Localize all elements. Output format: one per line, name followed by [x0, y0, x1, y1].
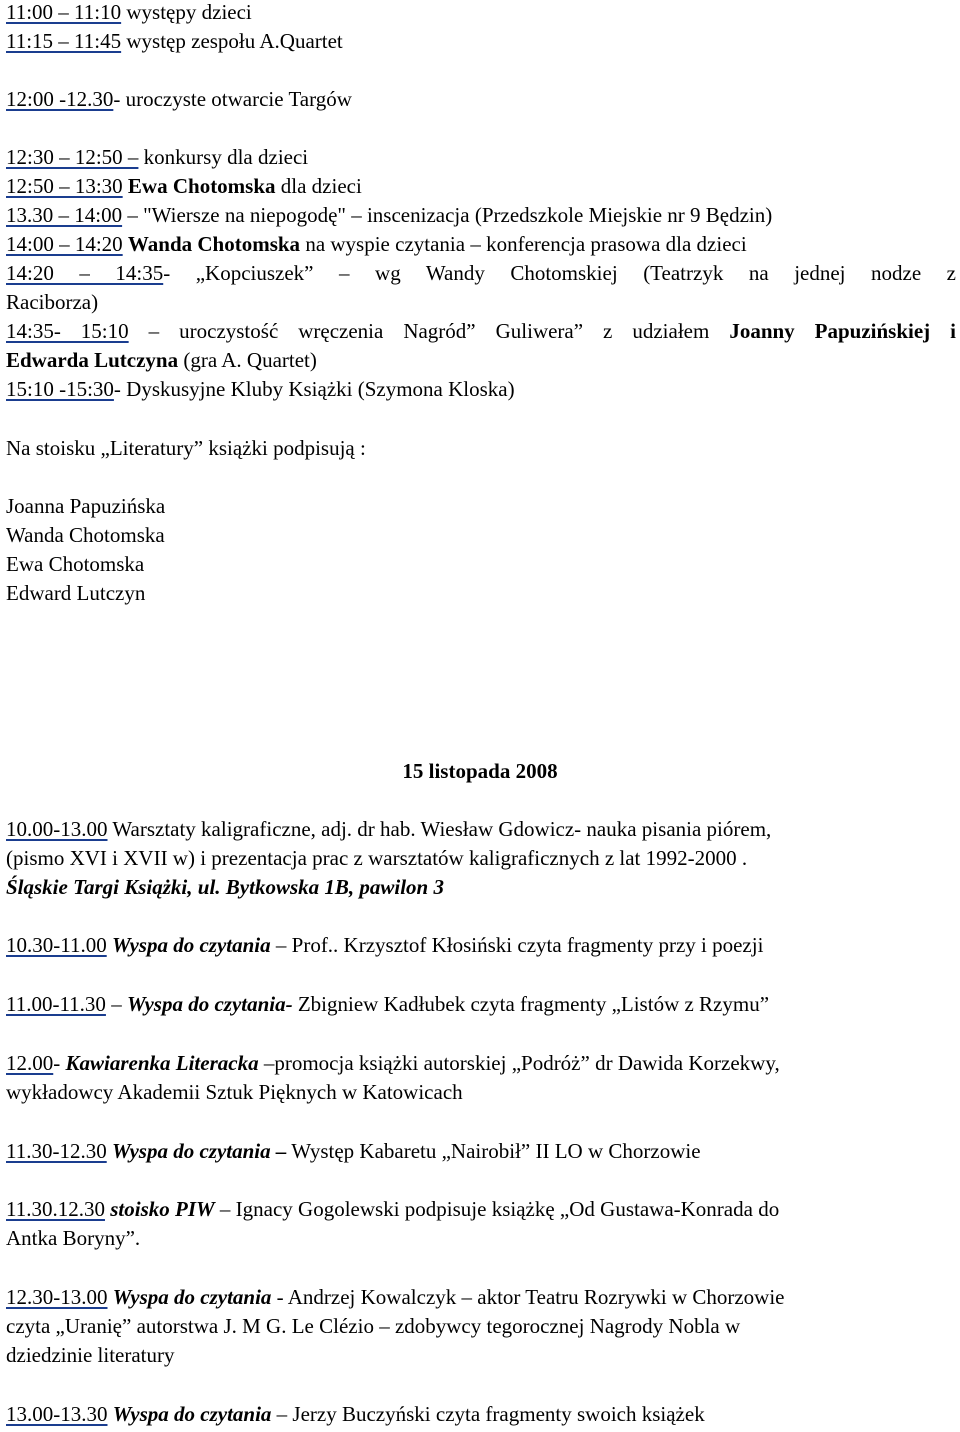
schedule-line	[6, 201, 956, 230]
author-name: Wanda Chotomska	[6, 523, 165, 547]
line-text: Występ Kabaretu „Nairobił” II LO w Chorzowie	[286, 1139, 701, 1163]
line-text: czyta „Uranię” autorstwa J. M G. Le Clézio – zdobywcy tegorocznej Nagrody Nobla w	[6, 1314, 741, 1338]
event-title: Wyspa do czytania-	[126, 992, 293, 1016]
schedule-line	[6, 1137, 956, 1166]
line-text: –promocja książki autorskiej „Podróż” dr Dawida Korzekwy,	[258, 1051, 780, 1075]
schedule-line	[6, 288, 956, 317]
bold-name: Edwarda Lutczyna	[6, 348, 179, 372]
schedule-line	[6, 230, 956, 259]
line-text: na wyspie czytania – konferencja prasowa dla dzieci	[300, 232, 747, 256]
schedule-line	[6, 815, 956, 844]
author-name: Edward Lutczyn	[6, 581, 146, 605]
schedule-line	[6, 143, 956, 172]
line-text: dziedzinie literatury	[6, 1343, 175, 1367]
time-range: 10.30-11.00	[6, 933, 107, 957]
bold-name: Wanda Chotomska	[127, 232, 301, 256]
line-text: –	[105, 992, 127, 1016]
schedule-line	[6, 844, 956, 873]
time-range: 11.00-11.30	[6, 992, 106, 1016]
line-text: – Jerzy Buczyński czyta fragmenty swoich książek	[271, 1402, 705, 1426]
line-text: - Dyskusyjne Kluby Książki (Szymona Kloska)	[113, 377, 515, 401]
line-text: - uroczyste otwarcie Targów	[113, 87, 352, 111]
event-title: Wyspa do czytania	[112, 1285, 272, 1309]
line-text: konkursy dla dzieci	[138, 145, 309, 169]
time-range: 13.00-13.30	[6, 1402, 108, 1426]
time-range: 12:00 -12.30	[6, 87, 114, 111]
time-range: 11:15 – 11:45	[6, 29, 122, 53]
line-text: Antka Boryny”.	[6, 1226, 141, 1250]
event-title: Śląskie Targi Książki, ul. Bytkowska 1B, pawilon 3	[6, 875, 444, 899]
event-title: Wyspa do czytania –	[111, 1139, 287, 1163]
line-text: - „Kopciuszek” – wg Wandy Chotomskiej (Teatrzyk na jednej nodze z	[163, 261, 957, 285]
time-range: 10.00-13.00	[6, 817, 108, 841]
date-heading: 15 listopada 2008	[402, 759, 558, 783]
line-text: (gra A. Quartet)	[178, 348, 317, 372]
time-range: 14:20 – 14:35	[6, 261, 164, 285]
time-range: 15:10 -15:30	[6, 377, 114, 401]
time-range: 14:35- 15:10	[6, 319, 129, 343]
schedule-line	[6, 1195, 956, 1224]
line-text: występy dzieci	[121, 0, 252, 24]
line-text: - Andrzej Kowalczyk – aktor Teatru Rozrywki w Chorzowie	[271, 1285, 785, 1309]
line-text: – Prof.. Krzysztof Kłosiński czyta fragmenty przy i poezji	[270, 933, 764, 957]
time-range: 11.30-12.30	[6, 1139, 107, 1163]
time-range: 11:00 – 11:10	[6, 0, 122, 24]
time-range: 14:00 – 14:20	[6, 232, 123, 256]
schedule-line	[6, 259, 956, 288]
line-text: dla dzieci	[275, 174, 362, 198]
event-title: Wyspa do czytania	[111, 933, 271, 957]
schedule-line	[6, 1049, 956, 1078]
schedule-line	[6, 931, 956, 960]
time-range: 12.30-13.00	[6, 1285, 108, 1309]
time-range: 13.30 – 14:00	[6, 203, 123, 227]
line-text: wykładowcy Akademii Sztuk Pięknych w Katowicach	[6, 1080, 463, 1104]
line-text: -	[53, 1051, 66, 1075]
schedule-line	[6, 1283, 956, 1312]
schedule-line	[6, 1224, 956, 1253]
line-text: – "Wiersze na niepogodę" – inscenizacja (Przedszkole Miejskie nr 9 Będzin)	[122, 203, 773, 227]
time-range: 12.00	[6, 1051, 54, 1075]
bold-name: Joanny Papuzińskiej i	[729, 319, 956, 343]
schedule-line	[6, 317, 956, 346]
schedule-line	[6, 990, 956, 1019]
schedule-line	[6, 346, 956, 375]
line-text: występ zespołu A.Quartet	[121, 29, 343, 53]
line-text: – Ignacy Gogolewski podpisuje książkę „Od Gustawa-Konrada do	[214, 1197, 780, 1221]
schedule-line	[6, 172, 956, 201]
schedule-line	[6, 1341, 956, 1370]
event-title: Kawiarenka Literacka	[65, 1051, 259, 1075]
schedule-line	[6, 873, 956, 902]
author-name: Ewa Chotomska	[6, 552, 145, 576]
event-title: stoisko PIW	[110, 1197, 215, 1221]
line-text: Zbigniew Kadłubek czyta fragmenty „Listów z Rzymu”	[292, 992, 770, 1016]
time-range: 11.30.12.30	[6, 1197, 105, 1221]
line-text: – uroczystość wręczenia Nagród” Guliwera” z udziałem	[128, 319, 730, 343]
time-range: 12:30 – 12:50 –	[6, 145, 139, 169]
schedule-line	[6, 1078, 956, 1107]
schedule-line	[6, 1312, 956, 1341]
line-text: Warsztaty kaligraficzne, adj. dr hab. Wiesław Gdowicz- nauka pisania piórem,	[107, 817, 772, 841]
bold-name: Ewa Chotomska	[127, 174, 276, 198]
schedule-line	[6, 1400, 956, 1429]
schedule-line	[6, 375, 956, 404]
schedule-line	[6, 0, 956, 27]
signing-intro: Na stoisku „Literatury” książki podpisują :	[6, 436, 366, 460]
schedule-line	[6, 85, 956, 114]
line-text: Raciborza)	[6, 290, 99, 314]
time-range: 12:50 – 13:30	[6, 174, 123, 198]
line-text: (pismo XVI i XVII w) i prezentacja prac z warsztatów kaligraficznych z lat 1992-2000 .	[6, 846, 748, 870]
author-name: Joanna Papuzińska	[6, 494, 166, 518]
schedule-line	[6, 27, 956, 56]
event-title: Wyspa do czytania	[112, 1402, 272, 1426]
